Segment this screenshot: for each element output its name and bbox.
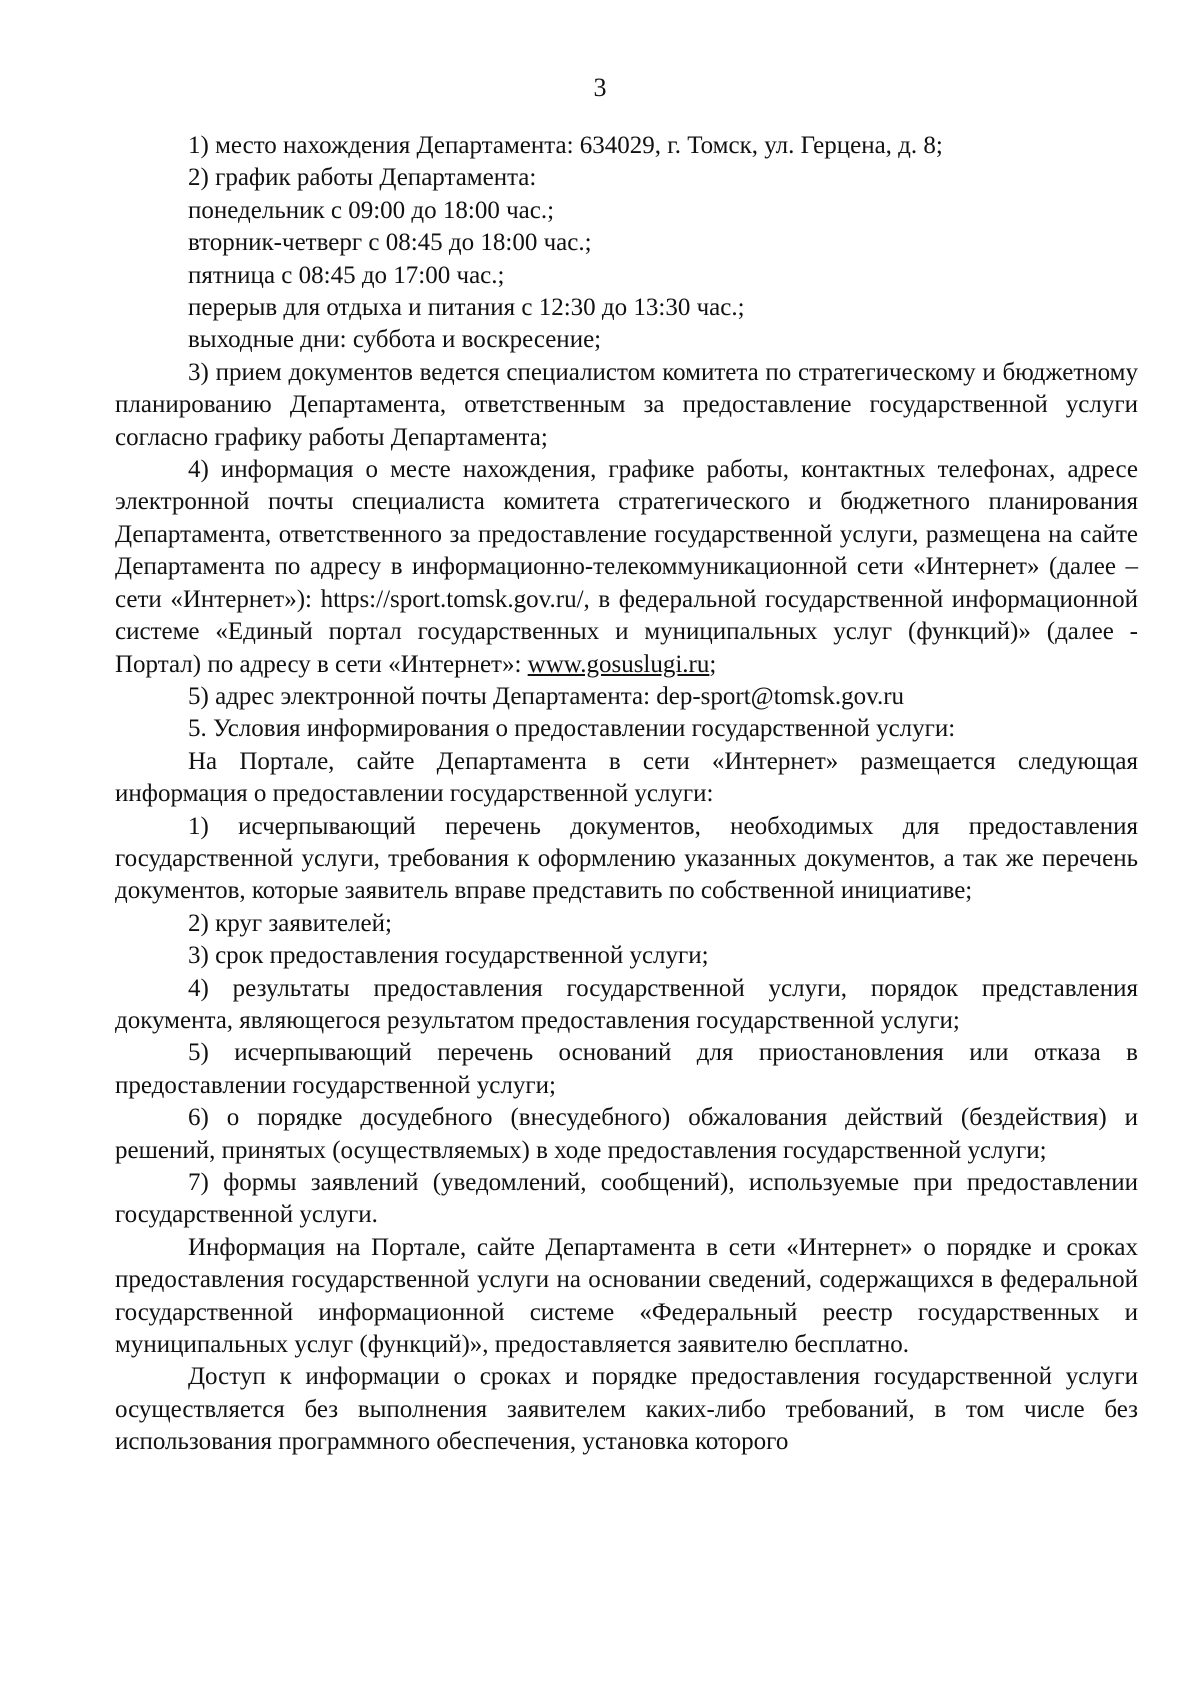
paragraph-document-intake: 3) прием документов ведется специалистом комитета по стратегическому и бюджетному планированию Департамента, ответственным за предоставление государственной услуги согласно графику работы Департамента; (115, 358, 1138, 451)
paragraph-schedule-friday: пятница с 08:45 до 17:00 час.; (188, 261, 505, 289)
list-item-3: 3) срок предоставления государственной услуги; (188, 942, 709, 970)
list-item-6: 6) о порядке досудебного (внесудебного) обжалования действий (бездействия) и решений, принятых (осуществляемых) в ходе предоставления государственной услуги; (115, 1104, 1138, 1164)
paragraph-schedule-monday: понедельник с 09:00 до 18:00 час.; (188, 196, 555, 224)
paragraph-access-info: Доступ к информации о сроках и порядке предоставления государственной услуги осуществляется без выполнения заявителем каких-либо требований, в том числе без использования программного обеспечения, установка которого (115, 1363, 1138, 1456)
list-item-5: 5) исчерпывающий перечень оснований для приостановления или отказа в предоставлении государственной услуги; (115, 1039, 1138, 1099)
list-item-1: 1) исчерпывающий перечень документов, необходимых для предоставления государственной услуги, требования к оформлению указанных документов, а так же перечень документов, которые заявитель вправе представить по собственной инициативе; (115, 812, 1138, 905)
paragraph-schedule-heading: 2) график работы Департамента: (188, 164, 537, 192)
paragraph-contact-info (115, 454, 1138, 681)
page-number: 3 (593, 73, 607, 102)
list-item-4: 4) результаты предоставления государственной услуги, порядок представления документа, являющегося результатом предоставления государственной услуги; (115, 974, 1138, 1034)
portal-link[interactable]: www.gosuslugi.ru (527, 650, 710, 678)
paragraph-email: 5) адрес электронной почты Департамента: dep-sport@tomsk.gov.ru (188, 682, 905, 710)
paragraph-location: 1) место нахождения Департамента: 634029, г. Томск, ул. Герцена, д. 8; (188, 132, 943, 159)
paragraph-portal-info: На Портале, сайте Департамента в сети «Интернет» размещается следующая информация о предоставлении государственной услуги: (115, 747, 1138, 808)
list-item-2: 2) круг заявителей; (188, 909, 392, 937)
paragraph-schedule-tue-thu: вторник-четверг с 08:45 до 18:00 час.; (188, 229, 592, 257)
paragraph-schedule-break: перерыв для отдыха и питания с 12:30 до 13:30 час.; (188, 294, 745, 322)
paragraph-free-information: Информация на Портале, сайте Департамента в сети «Интернет» о порядке и сроках предоставления государственной услуги на основании сведений, содержащихся в федеральной государственной информационной системе «Федеральный реестр государственных и муниципальных услуг (функций)», предоставляется заявителю бесплатно. (115, 1233, 1138, 1359)
paragraph-schedule-weekend: выходные дни: суббота и воскресение; (188, 326, 602, 354)
portal-link-suffix: ; (709, 650, 717, 678)
paragraph-contact-info-text: 4) информация о месте нахождения, графике работы, контактных телефонах, адресе электронной почты специалиста комитета стратегического и бюджетного планирования Департамента, ответственного за предоставление государственной услуги, размещена на сайте Департамента по адресу в информационно-телекоммуникационной сети «Интернет» (далее – сети «Интернет»): https://sport.tomsk.gov.ru/, в федеральной государственной информационной системе «Единый портал государственных и муниципальных услуг (функций)» (далее - Портал) по адресу в сети «Интернет»: (115, 456, 1138, 678)
paragraph-section-5-heading: 5. Условия информирования о предоставлении государственной услуги: (188, 715, 956, 743)
list-item-7: 7) формы заявлений (уведомлений, сообщений), используемые при предоставлении государственной услуги. (115, 1169, 1138, 1229)
document-body (115, 130, 1138, 1459)
